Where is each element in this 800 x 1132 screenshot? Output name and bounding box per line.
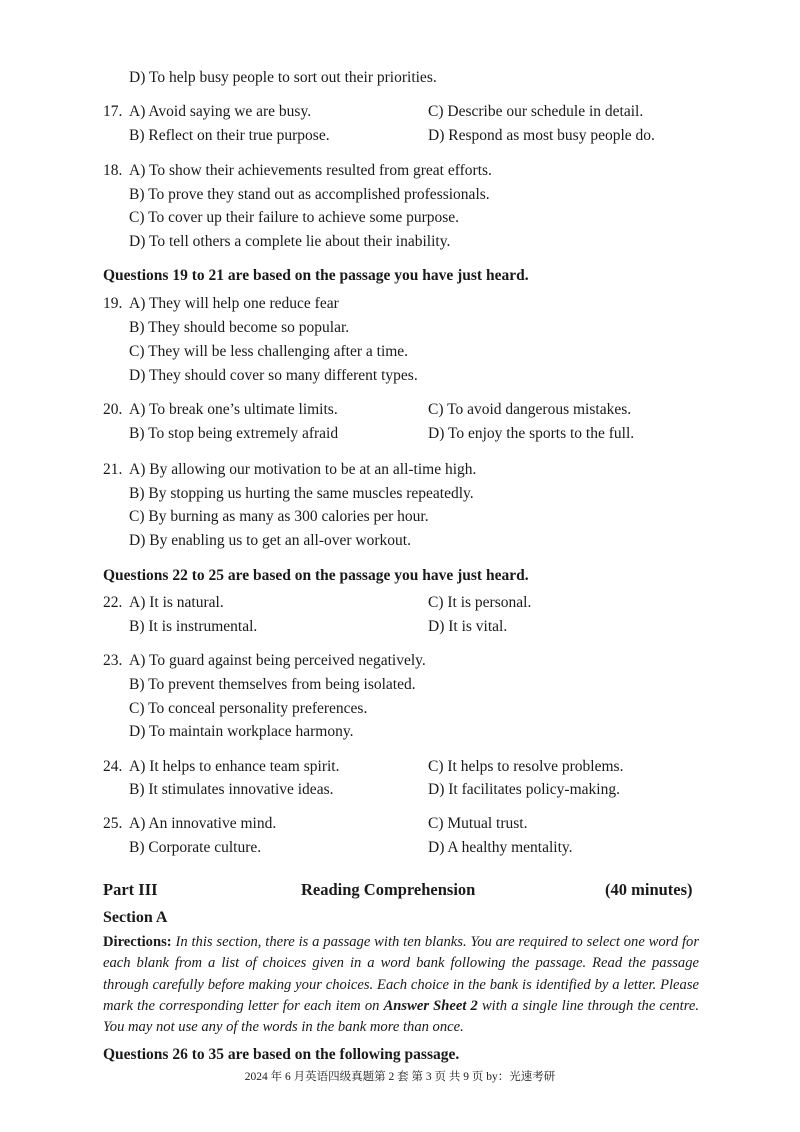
part3-label: Part III xyxy=(103,880,158,899)
q25-option-b: B) Corporate culture. xyxy=(129,839,262,856)
q22-option-c: C) It is personal. xyxy=(428,594,532,611)
q20-option-c: C) To avoid dangerous mistakes. xyxy=(428,401,632,418)
q18-option-c: C) To cover up their failure to achieve some purpose. xyxy=(129,209,460,226)
q25-number: 25. xyxy=(103,815,123,832)
q24-option-d: D) It facilitates policy-making. xyxy=(428,781,620,798)
q20-option-d: D) To enjoy the sports to the full. xyxy=(428,425,635,442)
directions-paragraph xyxy=(103,932,699,1038)
q19-number: 19. xyxy=(103,295,123,312)
q22-option-a: A) It is natural. xyxy=(129,594,224,611)
q18-option-b: B) To prove they stand out as accomplished professionals. xyxy=(129,186,490,203)
q19-option-b: B) They should become so popular. xyxy=(129,319,350,336)
q24-option-a: A) It helps to enhance team spirit. xyxy=(129,758,340,775)
part3-time: (40 minutes) xyxy=(605,880,693,899)
q18-number: 18. xyxy=(103,162,123,179)
q19-option-d: D) They should cover so many different types. xyxy=(129,367,418,384)
q19-option-c: C) They will be less challenging after a time. xyxy=(129,343,409,360)
q23-option-c: C) To conceal personality preferences. xyxy=(129,700,368,717)
q20-number: 20. xyxy=(103,401,123,418)
part3-title: Reading Comprehension xyxy=(301,880,476,899)
q20-option-a: A) To break one’s ultimate limits. xyxy=(129,401,338,418)
directions-text-2: with a single line through the centre. You may not use any of the words in the bank more than once. xyxy=(103,997,699,1036)
q17-number: 17. xyxy=(103,103,123,120)
section-a-heading: Section A xyxy=(103,909,168,926)
q17-option-c: C) Describe our schedule in detail. xyxy=(428,103,644,120)
answer-sheet-ref: Answer Sheet 2 xyxy=(383,997,478,1014)
q21-option-a: A) By allowing our motivation to be at an all-time high. xyxy=(129,461,477,478)
q16-option-d: D) To help busy people to sort out their priorities. xyxy=(129,69,437,86)
q18-option-a: A) To show their achievements resulted from great efforts. xyxy=(129,162,492,179)
q21-option-d: D) By enabling us to get an all-over workout. xyxy=(129,532,411,549)
q21-option-b: B) By stopping us hurting the same muscles repeatedly. xyxy=(129,485,474,502)
q17-option-a: A) Avoid saying we are busy. xyxy=(129,103,312,120)
directions-text-1: In this section, there is a passage with ten blanks. You are required to select one word for each blank from a list of choices given in a word bank following the passage. Read the passage through carefully before making your choices. Each choice in the bank is identified by a letter. Please mark the corresponding letter for each item on xyxy=(103,934,699,1014)
questions-22-25-heading: Questions 22 to 25 are based on the passage you have just heard. xyxy=(103,567,529,584)
q20-option-b: B) To stop being extremely afraid xyxy=(129,425,339,442)
q24-number: 24. xyxy=(103,758,123,775)
q25-option-c: C) Mutual trust. xyxy=(428,815,528,832)
q17-option-b: B) Reflect on their true purpose. xyxy=(129,127,330,144)
q23-option-a: A) To guard against being perceived negatively. xyxy=(129,652,426,669)
q25-option-d: D) A healthy mentality. xyxy=(428,839,573,856)
questions-19-21-heading: Questions 19 to 21 are based on the passage you have just heard. xyxy=(103,267,529,284)
q22-option-d: D) It is vital. xyxy=(428,618,508,635)
q22-number: 22. xyxy=(103,594,123,611)
q25-option-a: A) An innovative mind. xyxy=(129,815,277,832)
q19-option-a: A) They will help one reduce fear xyxy=(129,295,339,312)
directions-label: Directions: xyxy=(103,934,172,950)
q22-option-b: B) It is instrumental. xyxy=(129,618,258,635)
q17-option-d: D) Respond as most busy people do. xyxy=(428,127,655,144)
q23-number: 23. xyxy=(103,652,123,669)
q18-option-d: D) To tell others a complete lie about their inability. xyxy=(129,233,451,250)
q21-option-c: C) By burning as many as 300 calories per hour. xyxy=(129,508,429,525)
q21-number: 21. xyxy=(103,461,123,478)
page-footer: 2024 年 6 月英语四级真题第 2 套 第 3 页 共 9 页 by：光速考研 xyxy=(244,1071,556,1083)
q24-option-c: C) It helps to resolve problems. xyxy=(428,758,624,775)
questions-26-35-heading: Questions 26 to 35 are based on the following passage. xyxy=(103,1046,460,1063)
q23-option-d: D) To maintain workplace harmony. xyxy=(129,723,354,740)
q23-option-b: B) To prevent themselves from being isolated. xyxy=(129,676,416,693)
q24-option-b: B) It stimulates innovative ideas. xyxy=(129,781,334,798)
